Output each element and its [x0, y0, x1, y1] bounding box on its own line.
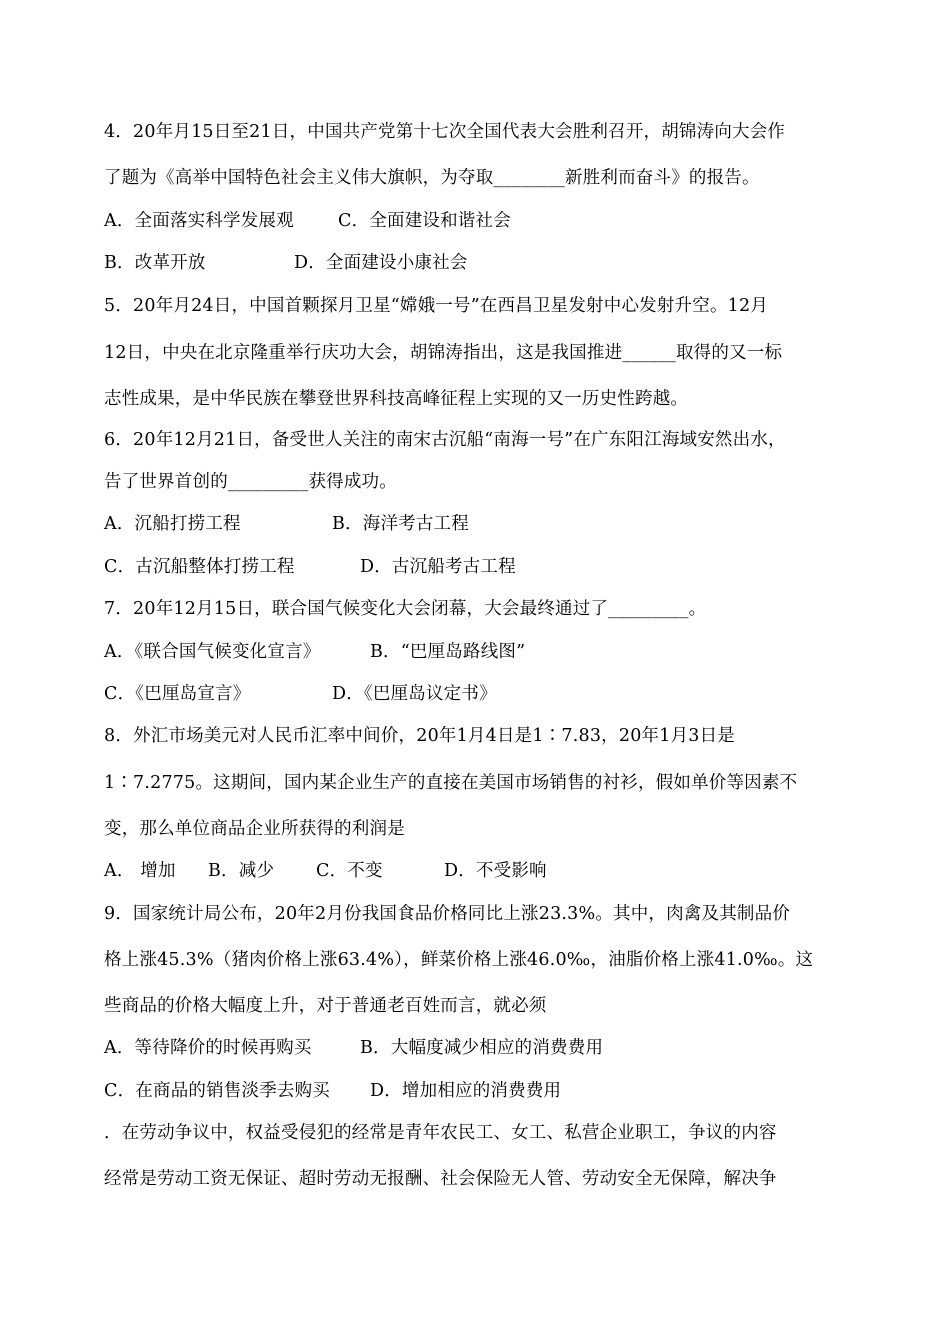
q7-option-a: A．《联合国气候变化宣言》 — [104, 642, 321, 662]
q10-line-1: ．在劳动争议中，权益受侵犯的经常是青年农民工、女工、私营企业职工，争议的内容 — [104, 1123, 777, 1143]
q7-line-1: 7．20年12月15日，联合国气候变化大会闭幕，大会最终通过了_________。 — [104, 599, 707, 619]
q6-option-b: B．海洋考古工程 — [332, 514, 469, 534]
q6-option-a: A．沉船打捞工程 — [104, 514, 241, 534]
q8-line-1: 8．外汇市场美元对人民币汇率中间价，20年1月4日是1∶7.83，20年1月3日是 — [104, 726, 736, 746]
q4-option-b: B．改革开放 — [104, 253, 206, 273]
q4-option-a: A．全面落实科学发展观 — [104, 211, 294, 231]
q6-option-d: D．古沉船考古工程 — [360, 557, 516, 577]
q9-line-1: 9．国家统计局公布，20年2月份我国食品价格同比上涨23.3%。其中，肉禽及其制品价 — [104, 904, 791, 924]
q8-option-c: C．不变 — [316, 861, 383, 881]
q4-option-d: D．全面建设小康社会 — [294, 253, 468, 273]
q5-line-1: 5．20年月24日，中国首颗探月卫星“嫦娥一号”在西昌卫星发射中心发射升空。12月 — [104, 296, 769, 316]
q9-option-b: B．大幅度减少相应的消费费用 — [360, 1038, 604, 1058]
q8-line-3: 变，那么单位商品企业所获得的利润是 — [104, 819, 405, 839]
q9-option-d: D．增加相应的消费费用 — [370, 1081, 562, 1101]
q5-line-3: 志性成果，是中华民族在攀登世界科技高峰征程上实现的又一历史性跨越。 — [104, 389, 689, 409]
q8-option-d: D．不受影响 — [444, 861, 547, 881]
q6-line-2: 告了世界首创的_________获得成功。 — [104, 472, 397, 492]
q4-line-1: 4．20年月15日至21日，中国共产党第十七次全国代表大会胜利召开，胡锦涛向大会作 — [104, 122, 786, 142]
q7-option-d: D．《巴厘岛议定书》 — [332, 684, 497, 704]
q8-option-b: B．减少 — [208, 861, 275, 881]
q8-option-a: A． 增加 — [104, 861, 176, 881]
q7-option-c: C．《巴厘岛宣言》 — [104, 684, 251, 704]
q4-option-c: C．全面建设和谐社会 — [338, 211, 511, 231]
q6-line-1: 6．20年12月21日，备受世人关注的南宋古沉船“南海一号”在广东阳江海域安然出水， — [104, 430, 786, 450]
q9-line-2: 格上涨45.3%（猪肉价格上涨63.4%），鲜菜价格上涨46.0‰，油脂价格上涨41.0‰。这 — [104, 950, 814, 970]
q9-line-3: 些商品的价格大幅度上升，对于普通老百姓而言，就必须 — [104, 996, 547, 1016]
q8-line-2: 1∶7.2775。这期间，国内某企业生产的直接在美国市场销售的衬衫，假如单价等因素不 — [104, 773, 798, 793]
q4-line-2: 了题为《高举中国特色社会主义伟大旗帜，为夺取________新胜利而奋斗》的报告。 — [104, 168, 760, 188]
q7-option-b: B．“巴厘岛路线图” — [370, 642, 526, 662]
q5-line-2: 12日，中央在北京隆重举行庆功大会，胡锦涛指出，这是我国推进______取得的又一标 — [104, 343, 783, 363]
q6-option-c: C．古沉船整体打捞工程 — [104, 557, 295, 577]
q9-option-c: C．在商品的销售淡季去购买 — [104, 1081, 330, 1101]
q9-option-a: A．等待降价的时候再购买 — [104, 1038, 312, 1058]
q10-line-2: 经常是劳动工资无保证、超时劳动无报酬、社会保险无人管、劳动安全无保障，解决争 — [104, 1169, 777, 1189]
